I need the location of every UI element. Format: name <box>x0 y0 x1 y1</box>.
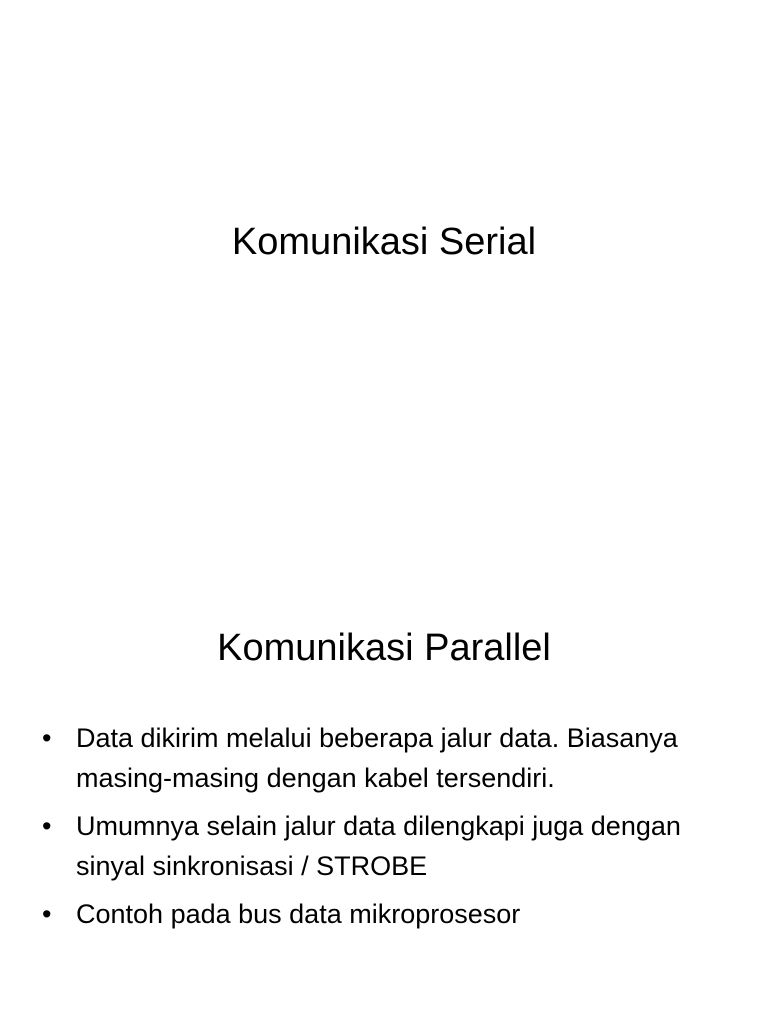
slide-title: Komunikasi Parallel <box>217 627 551 669</box>
bullet-item <box>40 718 740 798</box>
bullet-dot-icon: • <box>42 811 52 841</box>
bullet-item <box>40 806 740 886</box>
bullet-list <box>40 718 740 942</box>
bullet-text: Contoh pada bus data mikroprosesor <box>76 899 521 929</box>
slide-parallel <box>0 512 768 1024</box>
bullet-text: Data dikirim melalui beberapa jalur data. Biasanya masing-masing dengan kabel tersendiri. <box>76 723 678 793</box>
bullet-text: Umumnya selain jalur data dilengkapi juga dengan sinyal sinkronisasi / STROBE <box>76 811 681 881</box>
bullet-item <box>40 894 740 934</box>
bullet-dot-icon: • <box>42 899 52 929</box>
slide-title: Komunikasi Serial <box>231 221 537 263</box>
bullet-dot-icon: • <box>42 723 52 753</box>
